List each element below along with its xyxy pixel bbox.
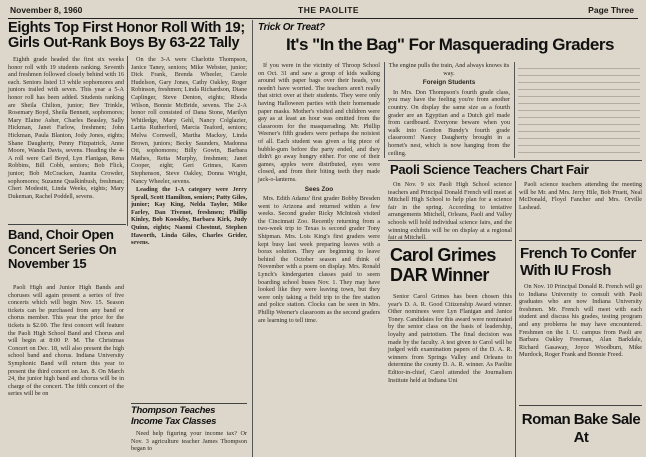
french-confer-headline: French To Confer With IU Frosh	[520, 245, 636, 279]
column-rule	[127, 56, 128, 226]
masquerade-text-3: The engine pulls the train, And always knows its way.	[388, 62, 510, 77]
science-fair-column-1	[388, 181, 512, 242]
income-tax-column	[131, 430, 247, 457]
honor-roll-column-1	[8, 56, 124, 221]
french-confer-text: On Nov. 10 Principal Donald R. French will go to Indiana University to consult with Paoli graduates who are now Indiana University freshmen. Mr. French will meet with each student and discuss his grades, testing program and any problems he may have encountered. Freshmen on the I. U. campus from Paoli are Barbara Oakley Freeman, Alan Barkdale, Richard Gasaway, Joyce Woodburn, Mike Murdock, Roger Frank and Bonnie Freed.	[519, 283, 642, 359]
honor-roll-column-2	[131, 56, 247, 402]
honor-roll-text-1: Eighth grade headed the first six weeks honor roll with 19 students ranking. Seventh and freshmen followed closely behind with 16 each. Seniors listed 13 while sophomores and juniors trailed with seven. This year a 5-A honor roll has been added. Students ranking are Sheila Chilton, junior; Bev Trinkle, Rosemary Boyd, Sheila Bennett, sophomores; Mary Elaine Asher, Charles Beasley, Sally Hickman, Janet Farlow, freshmen; John Hickman, Paula Blanton, Jody Jones, eights; Shane Daugherty, Penny Fitzpatrick, Anne Moore, Wanda Davis, sevens. Heading the 4-A roll were Carl Boyd, Lyn Flanigan, Rena Robbins, Bill Cobb, seniors; Bob Flick, junior; Bob McCracken, Juanita Crowder, sophomores; Suzanne Qualkinbush, freshman; Cheri Modesitt, Linda Weeks, eights; Mary Dukeman, Rachel Poddell, sevens.	[8, 56, 124, 200]
band-concert-headline: Band, Choir Open Concert Series On November 15	[8, 227, 117, 271]
section-rule	[388, 160, 642, 161]
income-tax-text: Need help figuring your income tax? Or Nov. 3 agriculture teacher James Thompson began to	[131, 430, 247, 453]
bake-sale-headline: Roman Bake Sale At	[521, 411, 641, 446]
masquerade-column-2	[388, 62, 510, 158]
science-fair-text-2: Paoli science teachers attending the meeting will be Mr. and Mrs. Jerry Hile, Bob Pruett, Neal McDonald, Floyd Fancher and Mrs. Orville Lashead.	[519, 181, 642, 211]
honor-roll-text-2: On the 3-A were Charlotte Thompson, Janice Taney, seniors; Mike Webster, junior; Dick Frank, Brenda Wheeler, Carole Hudelson, Gary Jones, Cathy Oakley, Roger Robinson, freshmen; Linda Richardson, Diane Caplinger, Steve Denton, eights; Rhoda Wilson, Bonnie McBride, sevens. The 2-A honor roll consisted of Dana Stone, Marilyn Whitledge, Mary Gehl, Nancy Colglazier, Larita Rutherford, Marcia Teaford, seniors; Melva Cornwell, Martha Mackey, Linda Brown, juniors; Becky Saunders, Madonna Ott, sophomores; Billy Gowin, Barbara Mathes, Retta Murphy, freshmen; Janet Cooper, eight; Geri Grimes, Karen Stephenson, Steve Oakley, Donna Wright, Nancy Wheeler, sevens.	[131, 56, 247, 185]
dar-winner-text: Senior Carol Grimes has been chosen this year's D. A. R. Good Citizenship Award winner. Other nominees were Lyn Flanigan and Janice Toney. Candidates for this award were nominated by the senior class on the basis of leadership, loyalty and patriotism. The final decision was made by the faculty. A test given to Carol will be judged with examination papers of the D. A. R. winners from Springs Valley and Orleans to determine the county D. A. R. winner. As Paolite Editor-in-chief, Carol attended the Journalism Institute held at Indiana Uni	[388, 293, 512, 384]
science-fair-text-1: On Nov. 9 six Paoli High School science teachers and Principal Donald French will meet at Mitchell High School to help plan for a science fair in the spring. According to tentative arrangements Mitchell, Orleans, Paoli and Valley schools will hold individual science fairs, and the winning exhibits will be on display at a regional fair at Mitchell.	[388, 181, 512, 242]
band-concert-text: Paoli High and Junior High Bands and choruses will again present a series of five concerts which will begin Nov. 15. Season tickets can be purchased from any band or chorus member. This year the price for the tickets is $2.00. The first concert will feature the Paoli High School Band and Chorus and will begin at 8:00 P. M. The Christmas Concert on Dec. 18, will also present the high school band and chorus. Indiana University Symphonic Band will return this year to present the third concert on Jan. 8. On March 24, the junior high band and chorus will be in charge of the concert. The fifth concert of the series will be on	[8, 284, 124, 398]
dar-winner-column	[388, 293, 512, 457]
masquerade-column-3	[518, 62, 640, 158]
column-rule	[252, 20, 253, 457]
honor-roll-headline: Eights Top First Honor Roll With 19; Girls Out-Rank Boys By 63-22 Tally	[8, 20, 245, 51]
masthead-page-number: Page Three	[588, 5, 634, 15]
masquerade-continued-text	[518, 62, 640, 158]
masquerade-column-1	[258, 62, 380, 457]
foreign-students-subhead: Foreign Students	[422, 79, 476, 87]
masthead-date: November 8, 1960	[10, 5, 83, 15]
masquerade-text-2: Mrs. Edith Adams' first grader Bobby Bresden went to Arizona and returned within a few weeks. Second grader Ricky McIntosh visited the Cincinnati Zoo. Recently returning from a two-week trip to Texas is second grader Tony Shipman. Mrs. Lois King's first graders were kept busy last week preparing leaves with a borax solution. They are beginning to leave behind the October season and think of November with a poem on display. Mrs. Ronald Lynch's kindergarten classes paid to seem boarding school buses Nov. 1. They may have looked like they were leaving town, but they were only taking a field trip to the fire station and police station. Clocks can be seen in Mrs. Phillip Weener's classroom as the second graders are learning to tell time.	[258, 195, 380, 324]
masthead-paper-name: THE PAOLITE	[298, 5, 360, 15]
science-fair-headline: Paoli Science Teachers Chart Fair	[390, 162, 589, 177]
section-rule	[519, 240, 642, 241]
honor-roll-text-3: Leading the 1-A category were Jerry Sprall, Scott Hamilton, seniors; Patty Giles, junior; Kay King, Nelda Taylor, Mike Farley, Dan Tivenot, freshmen; Phillip Kinley, Bob Kooskby, Barbara Kirk, Judy Quinn, eights; Naomi Chestnut, Stephen Haworth, Linda Giles, Charles Grider, sevens.	[131, 186, 247, 247]
income-tax-headline: Thompson Teaches Income Tax Classes	[131, 405, 217, 427]
column-rule	[384, 62, 385, 158]
dar-winner-headline: Carol Grimes DAR Winner	[390, 245, 496, 285]
masquerade-text-1: If you were in the vicinity of Throop School on Oct. 31 and saw a group of kids walking around with paper bags over their heads, you needn't have worried. The teachers aren't really that strict over at their students. They were only having Halloween parties with their homemade paper masks. Mother's visited and children were gay as at least an hour was omitted from the classroom for the masquerading. Mr. Phillip Weener's fifth graders were perhaps the noisiest of all. Each student was given a big piece of bubble-gum before the party ended, and they didn't go away hungry either. For one of their games, apples were distributed, eyes were closed, and from their biting teeth they made jack-o-lanterns.	[258, 62, 380, 183]
masquerade-subhead: Sees Zoo	[304, 185, 334, 193]
column-rule	[514, 62, 515, 158]
section-rule	[519, 405, 642, 406]
masthead	[8, 0, 638, 19]
section-rule	[131, 403, 247, 404]
masquerade-headline: It's "In the Bag" For Masquerading Graders	[286, 35, 614, 54]
section-rule	[388, 240, 512, 241]
masquerade-kicker: Trick Or Treat?	[258, 22, 325, 33]
french-confer-column	[519, 283, 642, 400]
masquerade-text-4: In Mrs. Don Thompson's fourth grade class, you may have the feeling you're from another country. On display the same size as a fourth grader are an Egyptian and a Dutch girl made from cardboard. Everyone beware when you walk into Gordon Bundy's fourth grade classroom! Nancy Daugherty brought in a hornet's nest, which is now hanging from the ceiling.	[388, 88, 510, 157]
section-rule	[8, 224, 126, 225]
science-fair-column-2	[519, 181, 642, 237]
band-concert-column	[8, 284, 124, 457]
column-rule	[515, 181, 516, 457]
